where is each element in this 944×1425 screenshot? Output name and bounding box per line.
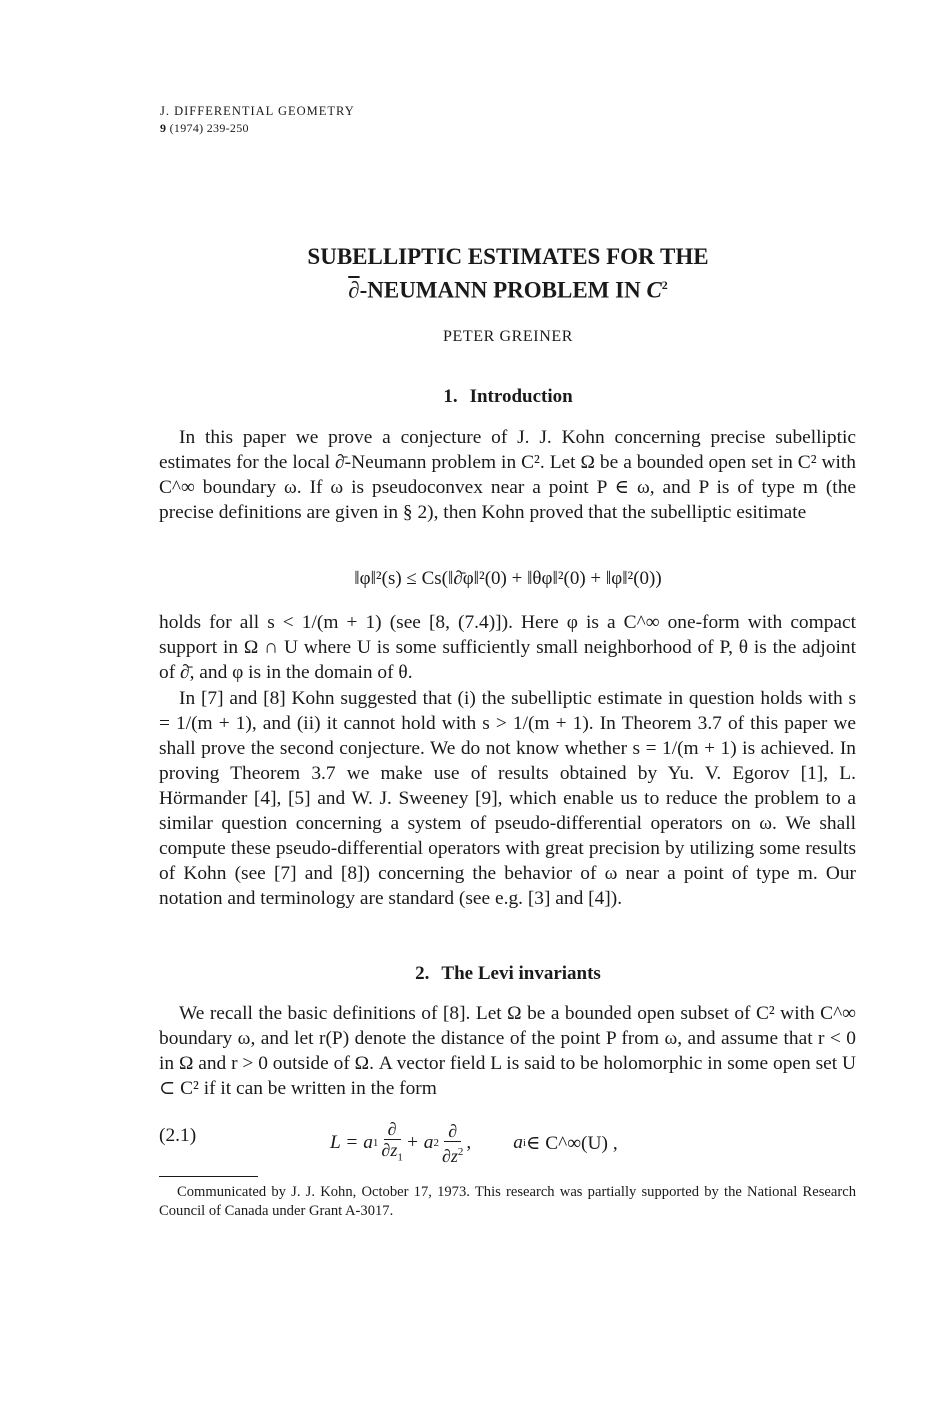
journal-name: J. DIFFERENTIAL GEOMETRY (160, 104, 355, 118)
eq-fraction-1: $\frac{\partial}{\partial z_1}$ (381, 1118, 403, 1164)
year-pages: (1974) 239-250 (169, 121, 249, 135)
section-heading-2 (0, 963, 944, 985)
section-heading-1 (0, 386, 944, 408)
journal-header (160, 103, 355, 137)
eq-condition: ∈ C^∞(U) , (526, 1133, 618, 1154)
eq-plus: + a (405, 1132, 434, 1153)
subelliptic-estimate-display: ‖φ‖²(s) ≤ Cs(‖∂̄φ‖²(0) + ‖θφ‖²(0) + ‖φ‖²(0)) (354, 568, 662, 589)
title-line-2-text: -NEUMANN PROBLEM IN (359, 277, 641, 303)
equation-2-1 (0, 1113, 944, 1173)
eq-lhs: L = a (330, 1132, 373, 1153)
footnote-rule (159, 1176, 258, 1177)
levi-paragraph-1: We recall the basic definitions of [8]. Let Ω be a bounded open subset of C² with C^∞ boundary ω, and let r(P) denote the distance of the point P from ω, and assume that r < 0 in Ω and r > 0 outside of Ω. A vector field L is said to be holomorphic in some open set U ⊂ C² if it can be written in the form (159, 1003, 856, 1099)
section-number: 1. (443, 386, 458, 407)
title-line-2 (0, 271, 944, 305)
title-space-exp: 2 (661, 278, 668, 292)
eq-condition-a: a (513, 1132, 523, 1153)
footnote: Communicated by J. J. Kohn, October 17, 1973. This research was partially supported by the National Research Council of Canada under Grant A-3017. (159, 1184, 856, 1219)
journal-volume (160, 120, 355, 137)
section-number: 2. (415, 963, 430, 984)
section-title: Introduction (469, 386, 573, 407)
volume-number: 9 (160, 121, 167, 135)
paper-title (0, 242, 944, 305)
title-line-1: SUBELLIPTIC ESTIMATES FOR THE (307, 244, 709, 269)
eq-fraction-2: $\frac{\partial}{\partial z^2}$ (441, 1120, 464, 1166)
dbar-symbol: ∂ (348, 277, 360, 303)
intro-paragraph-3: In [7] and [8] Kohn suggested that (i) the subelliptic estimate in question holds with s = 1/(m + 1), and (ii) it cannot hold with s > 1/(m + 1). In Theorem 3.7 of this paper we shall prove the second conjecture. We do not know whether s = 1/(m + 1) is achieved. In proving Theorem 3.7 we make use of results obtained by Yu. V. Egorov [1], L. Hörmander [4], [5] and W. J. Sweeney [9], which enable us to reduce the problem to a similar question concerning a system of pseudo-differential operators on ω. We shall compute these pseudo-differential operators with great precision by utilizing some results of Kohn (see [7] and [8]) concerning the behavior of ω near a point of type m. Our notation and terminology are standard (see e.g. [3] and [4]). (159, 688, 856, 909)
title-space: C (646, 277, 662, 303)
intro-paragraph-2: holds for all s < 1/(m + 1) (see [8, (7.4)]). Here φ is a C^∞ one-form with compact support in Ω ∩ U where U is some sufficiently small neighborhood of P, θ is the adjoint of ∂̄, and φ is in the domain of θ. (159, 612, 856, 683)
author-name: PETER GREINER (442, 328, 574, 345)
equation-number: (2.1) (159, 1125, 197, 1146)
equation-body: L = a 1 $\frac{\partial}{\partial z_1}$ + a 2 $\frac{\partial}{\partial z^2}$ , a i ∈ C^∞(U) , (330, 1118, 618, 1166)
section-title: The Levi invariants (441, 963, 601, 984)
intro-paragraph-1: In this paper we prove a conjecture of J. J. Kohn concerning precise subelliptic estimates for the local ∂̄-Neumann problem in C². Let Ω be a bounded open set in C² with C^∞ boundary ω. If ω is pseudoconvex near a point P ∈ ω, and P is of type m (the precise definitions are given in § 2), then Kohn proved that the subelliptic esitimate (159, 427, 856, 523)
